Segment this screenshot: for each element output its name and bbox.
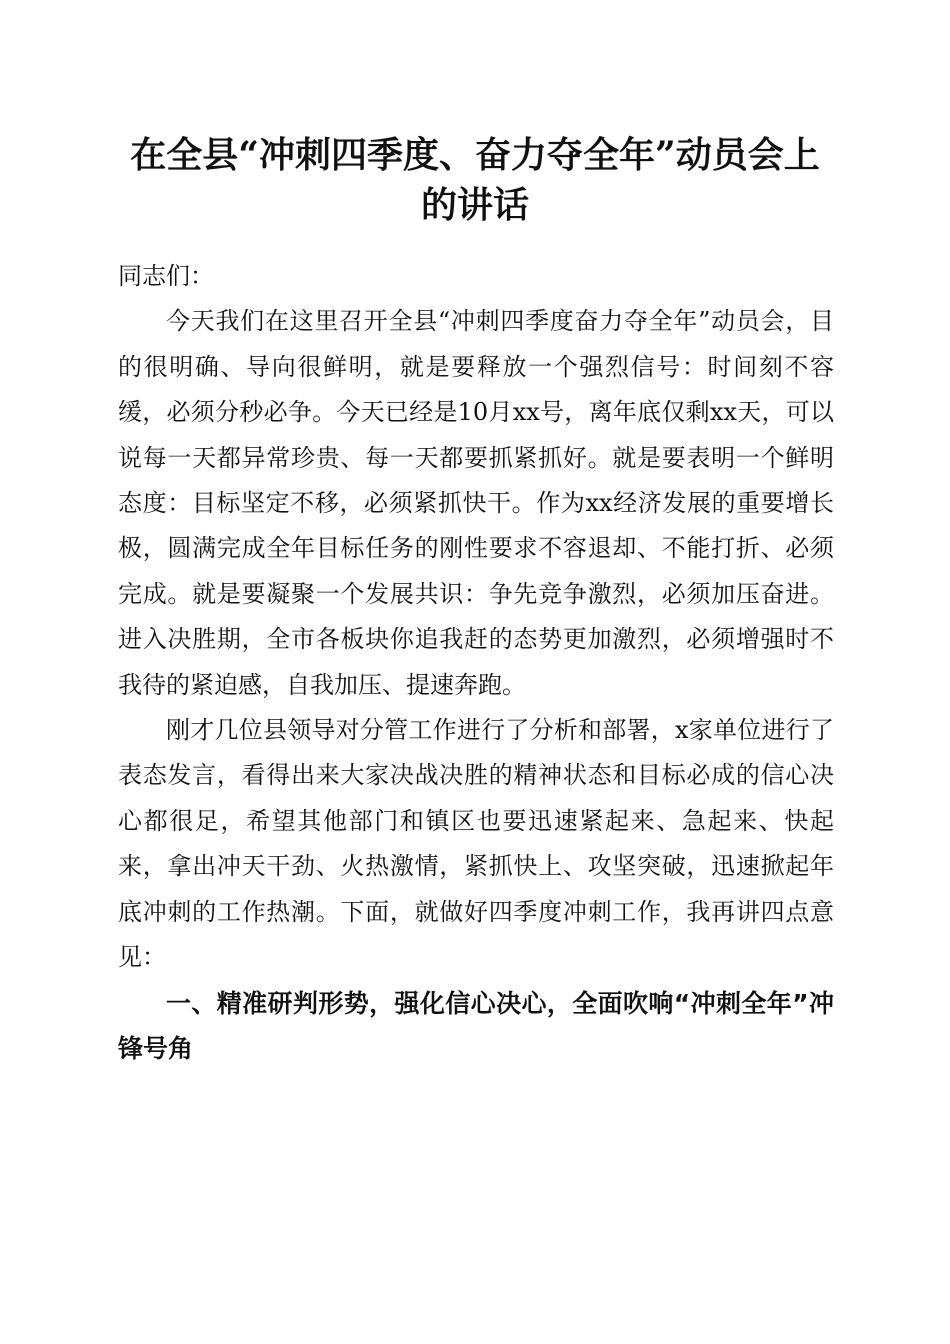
paragraph-2: 刚才几位县领导对分管工作进行了分析和部署，x家单位进行了表态发言，看得出来大家决战决胜的精神状态和目标必成的信心决心都很足，希望其他部门和镇区也要迅速紧起来、急起来、快起来，拿出冲天干劲、火热激情，紧抓快上、攻坚突破，迅速掀起年底冲刺的工作热潮。下面，就做好四季度冲刺工作，我再讲四点意见： <box>118 716 834 972</box>
paragraph-1: 今天我们在这里召开全县“冲刺四季度奋力夺全年”动员会，目的很明确、导向很鲜明，就是要释放一个强烈信号：时间刻不容缓，必须分秒必争。今天已经是10月xx号，离年底仅剩xx天，可以说每一天都异常珍贵、每一天都要抓紧抓好。就是要表明一个鲜明态度：目标坚定不移，必须紧抓快干。作为xx经济发展的重要增长极，圆满完成全年目标任务的刚性要求不容退却、不能打折、必须完成。就是要凝聚一个发展共识：争先竞争激烈，必须加压奋进。进入决胜期，全市各板块你追我赶的态势更加激烈，必须增强时不我待的紧迫感，自我加压、提速奔跑。 <box>118 307 834 699</box>
section-heading-1: 一、精准研判形势，强化信心决心，全面吹响“冲刺全年”冲锋号角 <box>118 988 834 1063</box>
document-body <box>118 254 834 1071</box>
document-title <box>100 130 850 230</box>
salutation: 同志们： <box>118 262 214 290</box>
title-line-1: 在全县“冲刺四季度、奋力夺全年”动员会上 <box>130 134 820 176</box>
title-line-2: 的讲话 <box>420 184 529 226</box>
